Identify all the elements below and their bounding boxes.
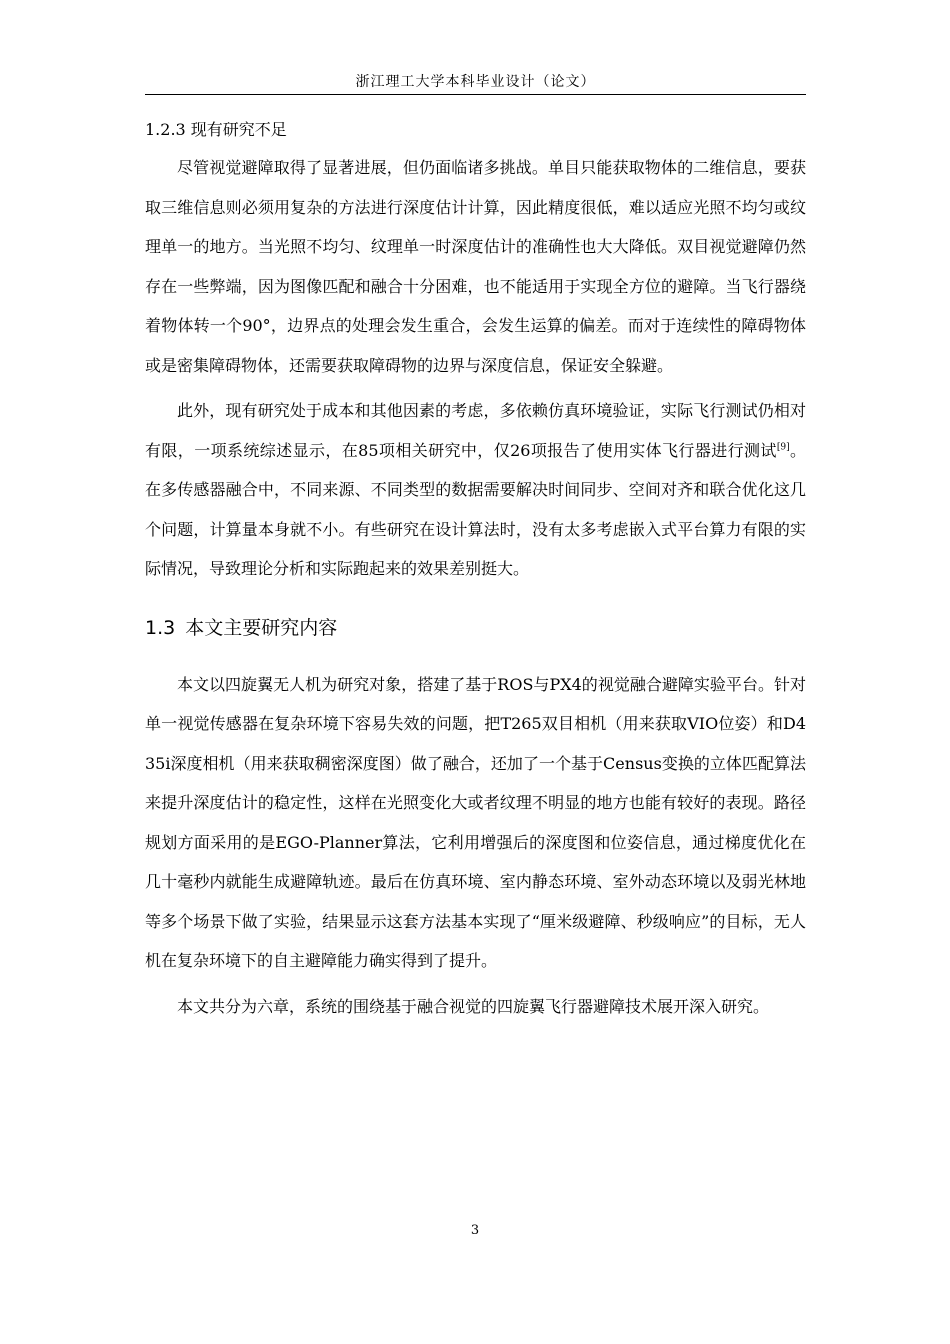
- section-number: 1.3: [145, 616, 176, 639]
- paragraph-structure: 本文共分为六章，系统的围绕基于融合视觉的四旋翼飞行器避障技术展开深入研究。: [177, 996, 770, 1016]
- paragraph-limitations: [145, 391, 806, 589]
- subsection-heading: 1.2.3 现有研究不足: [145, 120, 287, 139]
- citation-marker: [9]: [776, 442, 790, 453]
- page-number: 3: [470, 1223, 480, 1238]
- paragraph-research-content: 本文以四旋翼无人机为研究对象，搭建了基于ROS与PX4的视觉融合避障实验平台。针对单一视觉传感器在复杂环境下容易失效的问题，把T265双目相机（用来获取VIO位姿）和D435i深度相机（用来获取稠密深度图）做了融合，还加了一个基于Census变换的立体匹配算法来提升深度估计的稳定性，这样在光照变化大或者纹理不明显的地方也能有较好的表现。路径规划方面采用的是EGO-Planner算法，它利用增强后的深度图和位姿信息，通过梯度优化在几十毫秒内就能生成避障轨迹。最后在仿真环境、室内静态环境、室外动态环境以及弱光林地等多个场景下做了实验，结果显示这套方法基本实现了“厘米级避障、秒级响应”的目标，无人机在复杂环境下的自主避障能力确实得到了提升。: [145, 674, 806, 970]
- paragraph-limitations-text-a: 此外，现有研究处于成本和其他因素的考虑，多依赖仿真环境验证，实际飞行测试仍相对有限，一项系统综述显示，在85项相关研究中，仅26项报告了使用实体飞行器进行测试: [145, 401, 806, 460]
- section-heading: [145, 609, 806, 647]
- paragraph-limitations-text-b: 。在多传感器融合中，不同来源、不同类型的数据需要解决时间同步、空间对齐和联合优化这几个问题，计算量本身就不小。有些研究在设计算法时，没有太多考虑嵌入式平台算力有限的实际情况，导致理论分析和实际跑起来的效果差别挺大。: [145, 440, 806, 578]
- paragraph-challenges: 尽管视觉避障取得了显著进展，但仍面临诸多挑战。单目只能获取物体的二维信息，要获取三维信息则必须用复杂的方法进行深度估计计算，因此精度很低，难以适应光照不均匀或纹理单一的地方。当光照不均匀、纹理单一时深度估计的准确性也大大降低。双目视觉避障仍然存在一些弊端，因为图像匹配和融合十分困难，也不能适用于实现全方位的避障。当飞行器绕着物体转一个90°，边界点的处理会发生重合，会发生运算的偏差。而对于连续性的障碍物体或是密集障碍物体，还需要获取障碍物的边界与深度信息，保证安全躲避。: [145, 158, 806, 375]
- running-header: 浙江理工大学本科毕业设计（论文）: [355, 74, 596, 90]
- page-body: [145, 112, 806, 1026]
- section-title: 本文主要研究内容: [185, 616, 338, 639]
- header-rule: [145, 94, 806, 95]
